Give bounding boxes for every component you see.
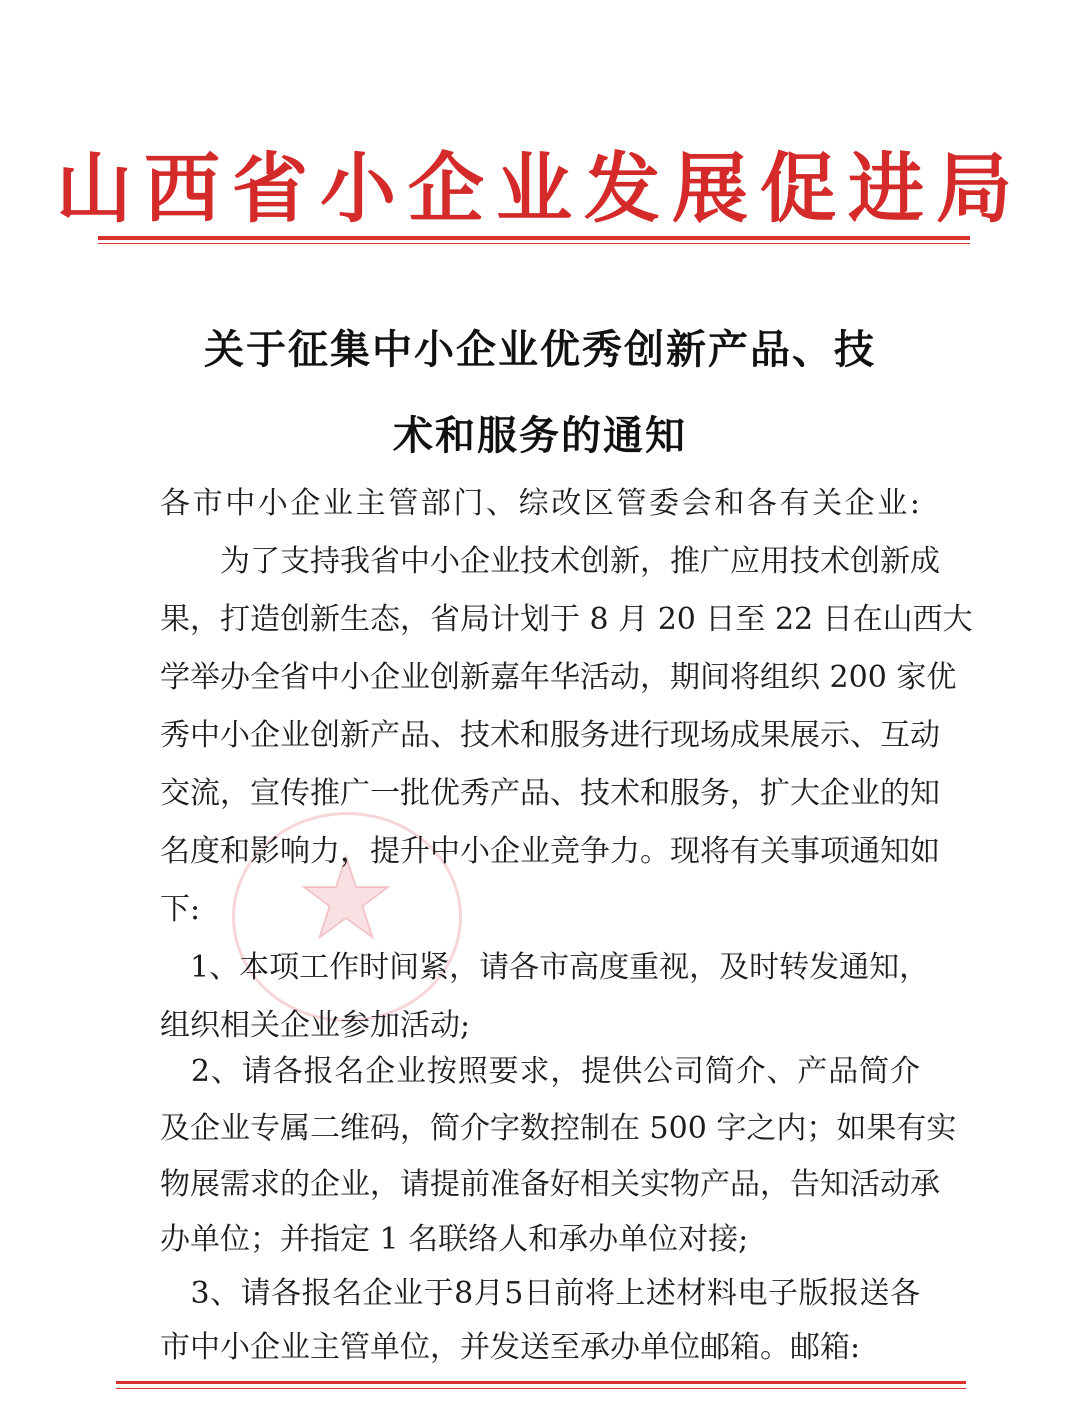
item-1-line: 1、本项工作时间紧，请各市高度重视，及时转发通知，: [160, 950, 930, 985]
item-1-line: 组织相关企业参加活动;: [160, 1008, 471, 1043]
letterhead-red-rule: [98, 236, 970, 240]
notice-title-line-1: 关于征集中小企业优秀创新产品、技: [204, 327, 876, 373]
letterhead-org-name: 山西省小企业发展促进局: [56, 144, 1024, 233]
item-3-line: 3、请各报名企业于8月5日前将上述材料电子版报送各: [160, 1276, 920, 1311]
body-text-line: 下:: [160, 892, 201, 927]
notice-title-line-2: 术和服务的通知: [393, 413, 687, 459]
salutation-line: 各市中小企业主管部门、综改区管委会和各有关企业:: [160, 486, 920, 521]
item-2-line: 办单位；并指定 1 名联络人和承办单位对接;: [160, 1222, 749, 1257]
footer-red-rule: [116, 1381, 966, 1384]
body-text-line: 为了支持我省中小企业技术创新，推广应用技术创新成: [160, 544, 940, 579]
item-2-line: 物展需求的企业，请提前准备好相关实物产品，告知活动承: [160, 1167, 940, 1202]
body-text-line: 秀中小企业创新产品、技术和服务进行现场成果展示、互动: [160, 718, 940, 753]
item-3-line: 市中小企业主管单位，并发送至承办单位邮箱。邮箱:: [160, 1330, 861, 1365]
letterhead-red-rule-thin: [98, 243, 970, 244]
body-text-line: 交流，宣传推广一批优秀产品、技术和服务，扩大企业的知: [160, 776, 940, 811]
body-text-line: 学举办全省中小企业创新嘉年华活动，期间将组织 200 家优: [160, 660, 957, 695]
footer-red-rule-thin: [116, 1388, 966, 1389]
body-text-line: 名度和影响力，提升中小企业竞争力。现将有关事项通知如: [160, 834, 940, 869]
body-text-line: 果，打造创新生态，省局计划于 8 月 20 日至 22 日在山西大: [160, 602, 973, 637]
item-2-line: 2、请各报名企业按照要求，提供公司简介、产品简介: [160, 1054, 920, 1089]
item-2-line: 及企业专属二维码，简介字数控制在 500 字之内；如果有实: [160, 1111, 957, 1146]
